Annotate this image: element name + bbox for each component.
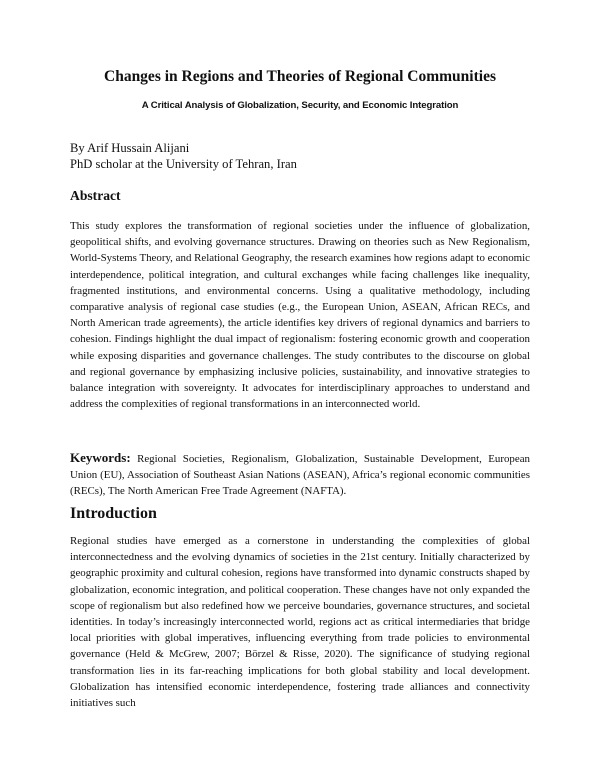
- paper-title: Changes in Regions and Theories of Regional Communities: [104, 68, 496, 85]
- keywords-list: Regional Societies, Regionalism, Globalization, Sustainable Development, European Union (EU), Association of Southeast Asian Nations (ASEAN), Africa’s regional economic communities (RECs), The North American Free Trade Agreement (NAFTA).: [70, 453, 530, 498]
- keywords-label: Keywords:: [70, 450, 131, 465]
- author-name: By Arif Hussain Alijani: [70, 141, 190, 155]
- abstract-body: This study explores the transformation of regional societies under the influence of globalization, geopolitical shifts, and evolving governance structures. Drawing on theories such as New Regionalism, World-Systems Theory, and Relational Geography, the research examines how regions adapt to economic interdependence, political integration, and cultural exchanges while facing challenges like inequality, fragmented institutions, and environmental concerns. Using a qualitative methodology, including comparative analysis of regional case studies (e.g., the European Union, ASEAN, African RECs, and North American trade agreements), the article identifies key drivers of regional dynamics and barriers to cohesion. Findings highlight the dual impact of regionalism: fostering economic growth and cooperation while exposing disparities and governance challenges. The study contributes to the discourse on global and regional governance by emphasizing inclusive policies, sustainability, and innovative strategies to balance integration with sovereignty. It advocates for interdisciplinary approaches to understand and address the complexities of regional transformations in an interconnected world.: [70, 220, 530, 411]
- author-affiliation: PhD scholar at the University of Tehran, Iran: [70, 157, 297, 171]
- abstract-heading: Abstract: [70, 188, 121, 203]
- introduction-body: Regional studies have emerged as a cornerstone in understanding the complexities of global interconnectedness and the evolving dynamics of societies in the 21st century. Initially characterized by geographic proximity and cultural cohesion, regions have transformed into dynamic constructs shaped by globalization, economic integration, and political cooperation. These changes have not only expanded the scope of regionalism but also redefined how we perceive boundaries, governance structures, and societal identities. In today’s increasingly interconnected world, regions act as critical intermediaries that bridge local priorities with global imperatives, influencing everything from trade policies to environmental governance (Held & McGrew, 2007; Börzel & Risse, 2020). The significance of studying regional transformation lies in its far-reaching implications for both global stability and local development. Globalization has intensified economic interdependence, fostering trade alliances and connectivity initiatives such: [70, 535, 530, 710]
- keywords-block: [70, 450, 530, 500]
- paper-subtitle: A Critical Analysis of Globalization, Security, and Economic Integration: [141, 100, 459, 111]
- author-block: [70, 140, 297, 172]
- introduction-heading: Introduction: [70, 505, 157, 522]
